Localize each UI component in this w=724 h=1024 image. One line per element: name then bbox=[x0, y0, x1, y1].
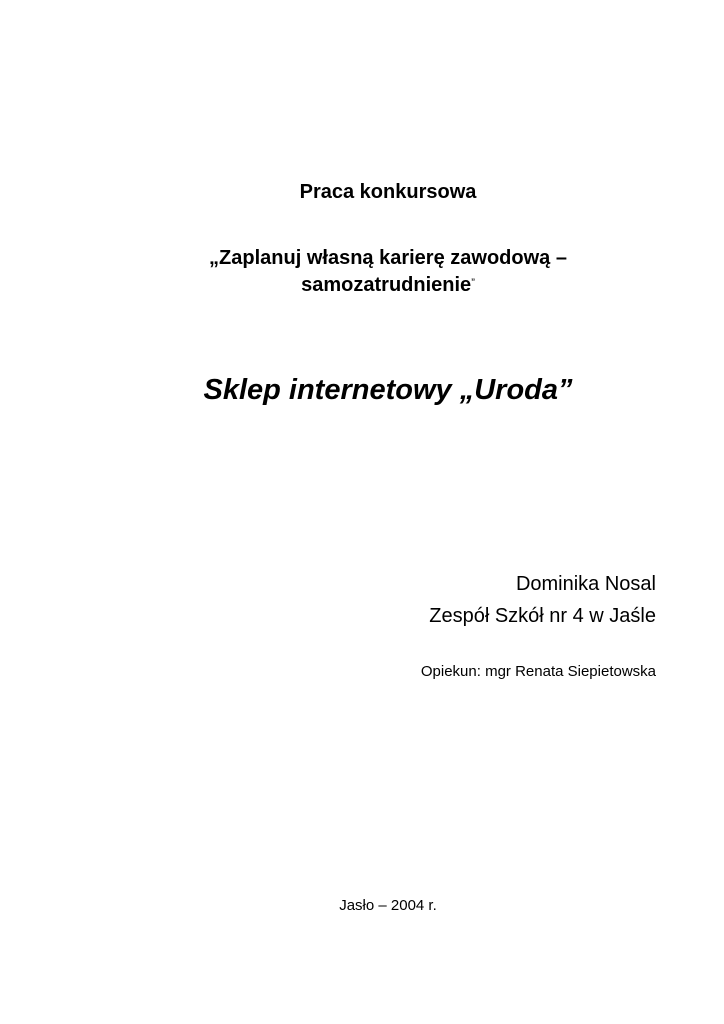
competition-title-line-2-text: samozatrudnienie bbox=[301, 274, 472, 296]
competition-title-line-1: „Zaplanuj własną karierę zawodową – bbox=[209, 247, 567, 269]
document-type-label: Praca konkursowa bbox=[299, 181, 477, 203]
competition-title-close-quote: ” bbox=[471, 277, 475, 289]
main-title: Sklep internetowy „Uroda” bbox=[203, 374, 573, 406]
supervisor: Opiekun: mgr Renata Siepietowska bbox=[420, 663, 656, 680]
competition-title-line-2 bbox=[0, 271, 724, 298]
competition-title bbox=[0, 246, 724, 298]
school-name: Zespół Szkół nr 4 w Jaśle bbox=[429, 605, 656, 627]
author-name: Dominika Nosal bbox=[515, 573, 656, 595]
place-and-date: Jasło – 2004 r. bbox=[339, 897, 437, 914]
